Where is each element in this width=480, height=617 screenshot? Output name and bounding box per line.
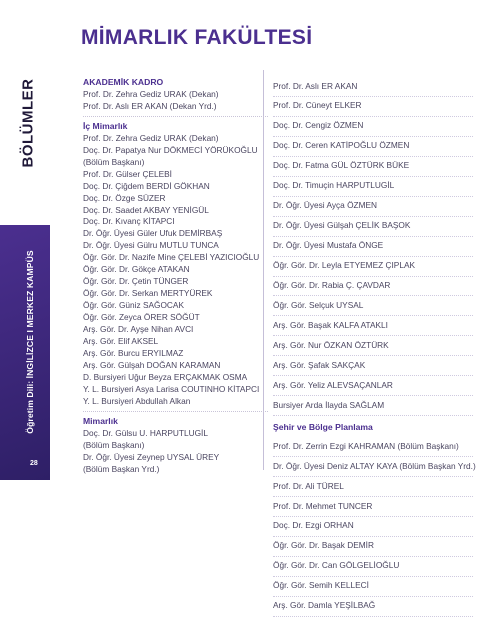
staff-entry: Doç. Dr. Saadet AKBAY YENİGÜL — [83, 204, 209, 215]
interior-heading: İç Mimarlık — [83, 120, 128, 131]
staff-entry: Arş. Gör. Gülşah DOĞAN KARAMAN — [83, 359, 221, 370]
section-label: BÖLÜMLER — [19, 78, 37, 168]
staff-entry: Arş. Gör. Yeliz ALEVSAÇANLAR — [273, 376, 473, 396]
academic-staff-heading: AKADEMİK KADRO — [83, 77, 164, 87]
planning-staff-list — [273, 437, 476, 617]
sidebar — [0, 0, 50, 480]
staff-entry: Arş. Gör. Burcu ERYILMAZ — [83, 347, 184, 358]
section-separator — [83, 116, 268, 117]
staff-entry: Bursiyer Arda İlayda SAĞLAM — [273, 396, 473, 416]
staff-entry: Arş. Gör. Şafak SAKÇAK — [273, 356, 473, 376]
staff-entry: Y. L. Bursiyeri Asya Larisa COUTINHO KİTAPCI — [83, 383, 260, 394]
staff-entry: Öğr. Gör. Dr. Serkan MERTYÜREK — [83, 288, 213, 299]
staff-entry: Öğr. Gör. Dr. Nazife Mine ÇELEBİ YAZICIOĞLU — [83, 252, 260, 263]
staff-entry: Öğr. Gör. Semih KELLECİ — [273, 577, 473, 597]
staff-entry: Doç. Dr. Çiğdem BERDİ GÖKHAN — [83, 180, 210, 191]
staff-entry: Doç. Dr. Cengiz ÖZMEN — [273, 117, 473, 137]
staff-entry: Öğr. Gör. Dr. Can GÖLGELİOĞLU — [273, 557, 473, 577]
staff-entry: Öğr. Gör. Dr. Çetin TÜNGER — [83, 276, 189, 287]
staff-entry: Y. L. Bursiyeri Abdullah Alkan — [83, 395, 191, 406]
staff-entry: Prof. Dr. Mehmet TUNCER — [273, 497, 473, 517]
staff-entry: Prof. Dr. Gülser ÇELEBİ — [83, 168, 172, 179]
staff-entry: Dr. Öğr. Üyesi Gülşah ÇELİK BAŞOK — [273, 217, 473, 237]
staff-entry: Dr. Öğr. Üyesi Mustafa ÖNGE — [273, 237, 473, 257]
staff-entry: Öğr. Gör. Dr. Leyla ETYEMEZ ÇIPLAK — [273, 257, 473, 277]
staff-entry: (Bölüm Başkanı) — [83, 156, 145, 167]
staff-entry: Prof. Dr. Aslı ER AKAN — [273, 77, 473, 97]
staff-entry: Arş. Gör. Başak KALFA ATAKLI — [273, 316, 473, 336]
staff-entry: Dr. Öğr. Üyesi Gülru MUTLU TUNCA — [83, 240, 219, 251]
left-column — [83, 77, 268, 476]
right-column — [273, 77, 476, 617]
page-title: MİMARLIK FAKÜLTESİ — [81, 26, 313, 49]
staff-entry: Öğr. Gör. Zeyca ÖRER SÖĞÜT — [83, 312, 200, 323]
staff-entry: Arş. Gör. Nur ÖZKAN ÖZTÜRK — [273, 336, 473, 356]
staff-entry: Arş. Gör. Damla YEŞİLBAĞ — [273, 597, 473, 617]
academic-staff-list — [83, 89, 268, 113]
section-separator — [83, 411, 268, 412]
staff-entry: Doç. Dr. Papatya Nur DÖKMECİ YÖRÜKOĞLU — [83, 144, 258, 155]
staff-entry: Doç. Dr. Gülsu U. HARPUTLUGİL — [83, 427, 208, 438]
staff-entry: Öğr. Gör. Selçuk UYSAL — [273, 296, 473, 316]
staff-entry: Doç. Dr. Fatma GÜL ÖZTÜRK BÜKE — [273, 157, 473, 177]
staff-entry: Prof. Dr. Zehra Gediz URAK (Dekan) — [83, 88, 219, 99]
planning-heading: Şehir ve Bölge Planlama — [273, 422, 373, 433]
staff-entry: Prof. Dr. Aslı ER AKAN (Dekan Yrd.) — [83, 100, 217, 111]
staff-entry: Doç. Dr. Timuçin HARPUTLUGİL — [273, 177, 473, 197]
staff-entry: Doç. Dr. Kıvanç KİTAPCI — [83, 216, 175, 227]
staff-entry: Prof. Dr. Ali TÜREL — [273, 477, 473, 497]
staff-entry: D. Bursiyeri Uğur Beyza ERÇAKMAK OSMA — [83, 371, 248, 382]
staff-entry: Dr. Öğr. Üyesi Güler Ufuk DEMİRBAŞ — [83, 228, 223, 239]
staff-entry: Arş. Gör. Dr. Ayşe Nihan AVCI — [83, 324, 194, 335]
staff-entry: Öğr. Gör. Dr. Rabia Ç. ÇAVDAR — [273, 277, 473, 297]
staff-entry: Arş. Gör. Elif AKSEL — [83, 336, 159, 347]
staff-entry: Prof. Dr. Zehra Gediz URAK (Dekan) — [83, 132, 219, 143]
staff-entry: Dr. Öğr. Üyesi Ayça ÖZMEN — [273, 197, 473, 217]
staff-entry: Doç. Dr. Ceren KATİPOĞLU ÖZMEN — [273, 137, 473, 157]
staff-entry: Prof. Dr. Zerrin Ezgi KAHRAMAN (Bölüm Başkanı) — [273, 437, 473, 457]
staff-entry: Doç. Dr. Ezgi ORHAN — [273, 517, 473, 537]
staff-entry: Doç. Dr. Özge SÜZER — [83, 192, 166, 203]
architecture-staff-list-continued — [273, 77, 473, 416]
staff-entry: (Bölüm Başkanı) — [83, 439, 145, 450]
staff-entry: Prof. Dr. Cüneyt ELKER — [273, 97, 473, 117]
staff-entry: Öğr. Gör. Dr. Gökçe ATAKAN — [83, 264, 190, 275]
staff-entry: (Bölüm Başkan Yrd.) — [83, 463, 160, 474]
campus-label: Öğretim Dili: İNGİLİZCE I MERKEZ KAMPÜS — [25, 250, 35, 434]
page-number: 28 — [30, 460, 38, 467]
staff-entry: Öğr. Gör. Güniz SAĞOCAK — [83, 300, 184, 311]
staff-entry: Dr. Öğr. Üyesi Deniz ALTAY KAYA (Bölüm Başkan Yrd.) — [273, 457, 473, 477]
architecture-heading: Mimarlık — [83, 415, 118, 426]
interior-staff-list — [83, 133, 268, 408]
staff-entry: Öğr. Gör. Dr. Başak DEMİR — [273, 537, 473, 557]
staff-entry: Dr. Öğr. Üyesi Zeynep UYSAL ÜREY — [83, 451, 220, 462]
architecture-staff-list — [83, 428, 268, 476]
